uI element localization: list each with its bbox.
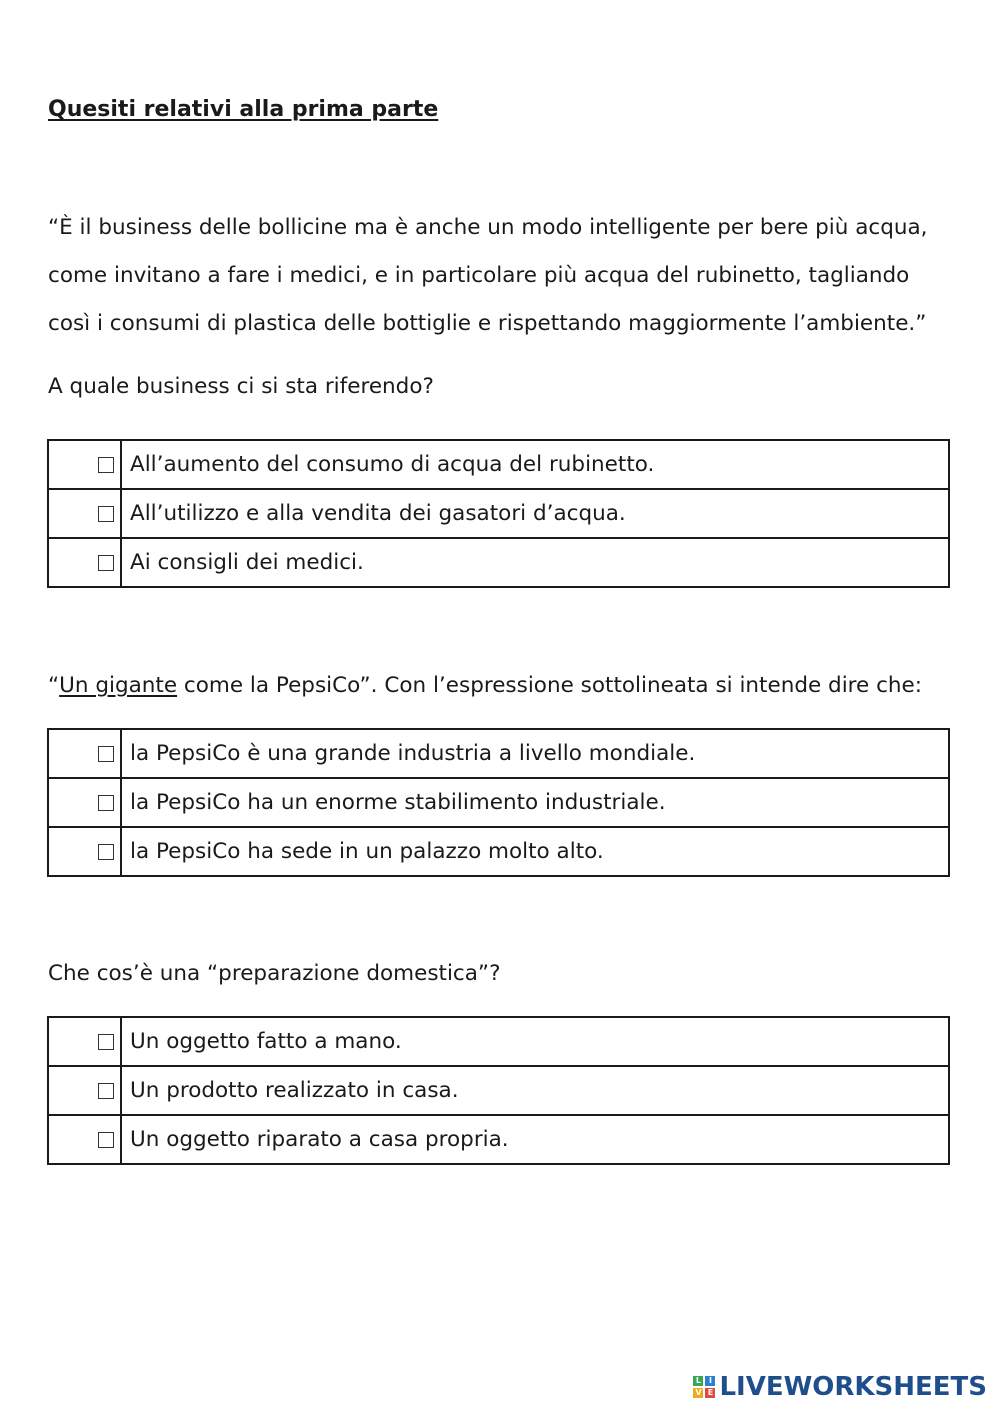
- question-2-options: [47, 728, 950, 877]
- checkbox-cell[interactable]: [48, 489, 121, 538]
- option-row[interactable]: [48, 729, 949, 778]
- question-2-prefix: “: [48, 673, 60, 698]
- option-row[interactable]: [48, 440, 949, 489]
- brand-name: LIVEWORKSHEETS: [719, 1372, 987, 1402]
- liveworksheets-brand: [693, 1372, 987, 1402]
- liveworksheets-logo-icon: [693, 1376, 715, 1398]
- checkbox-cell[interactable]: [48, 538, 121, 587]
- option-row[interactable]: [48, 1017, 949, 1066]
- option-label: Un oggetto fatto a mano.: [121, 1017, 949, 1066]
- checkbox-cell[interactable]: [48, 827, 121, 876]
- logo-tile: V: [695, 1388, 702, 1397]
- option-label: Un prodotto realizzato in casa.: [121, 1066, 949, 1115]
- checkbox-cell[interactable]: [48, 440, 121, 489]
- question-2-text: [48, 673, 953, 698]
- option-label: la PepsiCo è una grande industria a livello mondiale.: [121, 729, 949, 778]
- option-row[interactable]: [48, 1066, 949, 1115]
- question-2-underlined: Un gigante: [59, 673, 178, 698]
- checkbox-icon[interactable]: [98, 555, 114, 571]
- question-1-text: A quale business ci si sta riferendo?: [48, 374, 434, 399]
- option-label: Ai consigli dei medici.: [121, 538, 949, 587]
- checkbox-icon[interactable]: [98, 1132, 114, 1148]
- checkbox-icon[interactable]: [98, 457, 114, 473]
- option-label: la PepsiCo ha un enorme stabilimento industriale.: [121, 778, 949, 827]
- checkbox-icon[interactable]: [98, 844, 114, 860]
- question-2-suffix: come la PepsiCo”. Con l’espressione sottolineata si intende dire che:: [177, 673, 923, 698]
- checkbox-cell[interactable]: [48, 1017, 121, 1066]
- option-row[interactable]: [48, 778, 949, 827]
- quote-paragraph: [48, 204, 953, 348]
- option-row[interactable]: [48, 538, 949, 587]
- quote-line: “È il business delle bollicine ma è anche un modo intelligente per bere più acqua,: [48, 215, 928, 240]
- question-3-text: Che cos’è una “preparazione domestica”?: [48, 961, 501, 986]
- checkbox-cell[interactable]: [48, 1115, 121, 1164]
- page-title: Quesiti relativi alla prima parte: [48, 97, 439, 122]
- checkbox-icon[interactable]: [98, 1083, 114, 1099]
- option-label: All’aumento del consumo di acqua del rubinetto.: [121, 440, 949, 489]
- option-label: All’utilizzo e alla vendita dei gasatori d’acqua.: [121, 489, 949, 538]
- option-row[interactable]: [48, 489, 949, 538]
- checkbox-icon[interactable]: [98, 795, 114, 811]
- checkbox-icon[interactable]: [98, 1034, 114, 1050]
- option-row[interactable]: [48, 1115, 949, 1164]
- option-label: la PepsiCo ha sede in un palazzo molto alto.: [121, 827, 949, 876]
- quote-line: come invitano a fare i medici, e in particolare più acqua del rubinetto, tagliando: [48, 263, 910, 288]
- quote-line: così i consumi di plastica delle bottiglie e rispettando maggiormente l’ambiente.”: [48, 311, 927, 336]
- logo-tile: I: [705, 1376, 715, 1386]
- option-row[interactable]: [48, 827, 949, 876]
- checkbox-icon[interactable]: [98, 506, 114, 522]
- question-3-options: [47, 1016, 950, 1165]
- logo-tile: L: [693, 1376, 703, 1386]
- checkbox-cell[interactable]: [48, 778, 121, 827]
- logo-tile: E: [705, 1388, 715, 1398]
- checkbox-icon[interactable]: [98, 746, 114, 762]
- checkbox-cell[interactable]: [48, 1066, 121, 1115]
- checkbox-cell[interactable]: [48, 729, 121, 778]
- option-label: Un oggetto riparato a casa propria.: [121, 1115, 949, 1164]
- question-1-options: [47, 439, 950, 588]
